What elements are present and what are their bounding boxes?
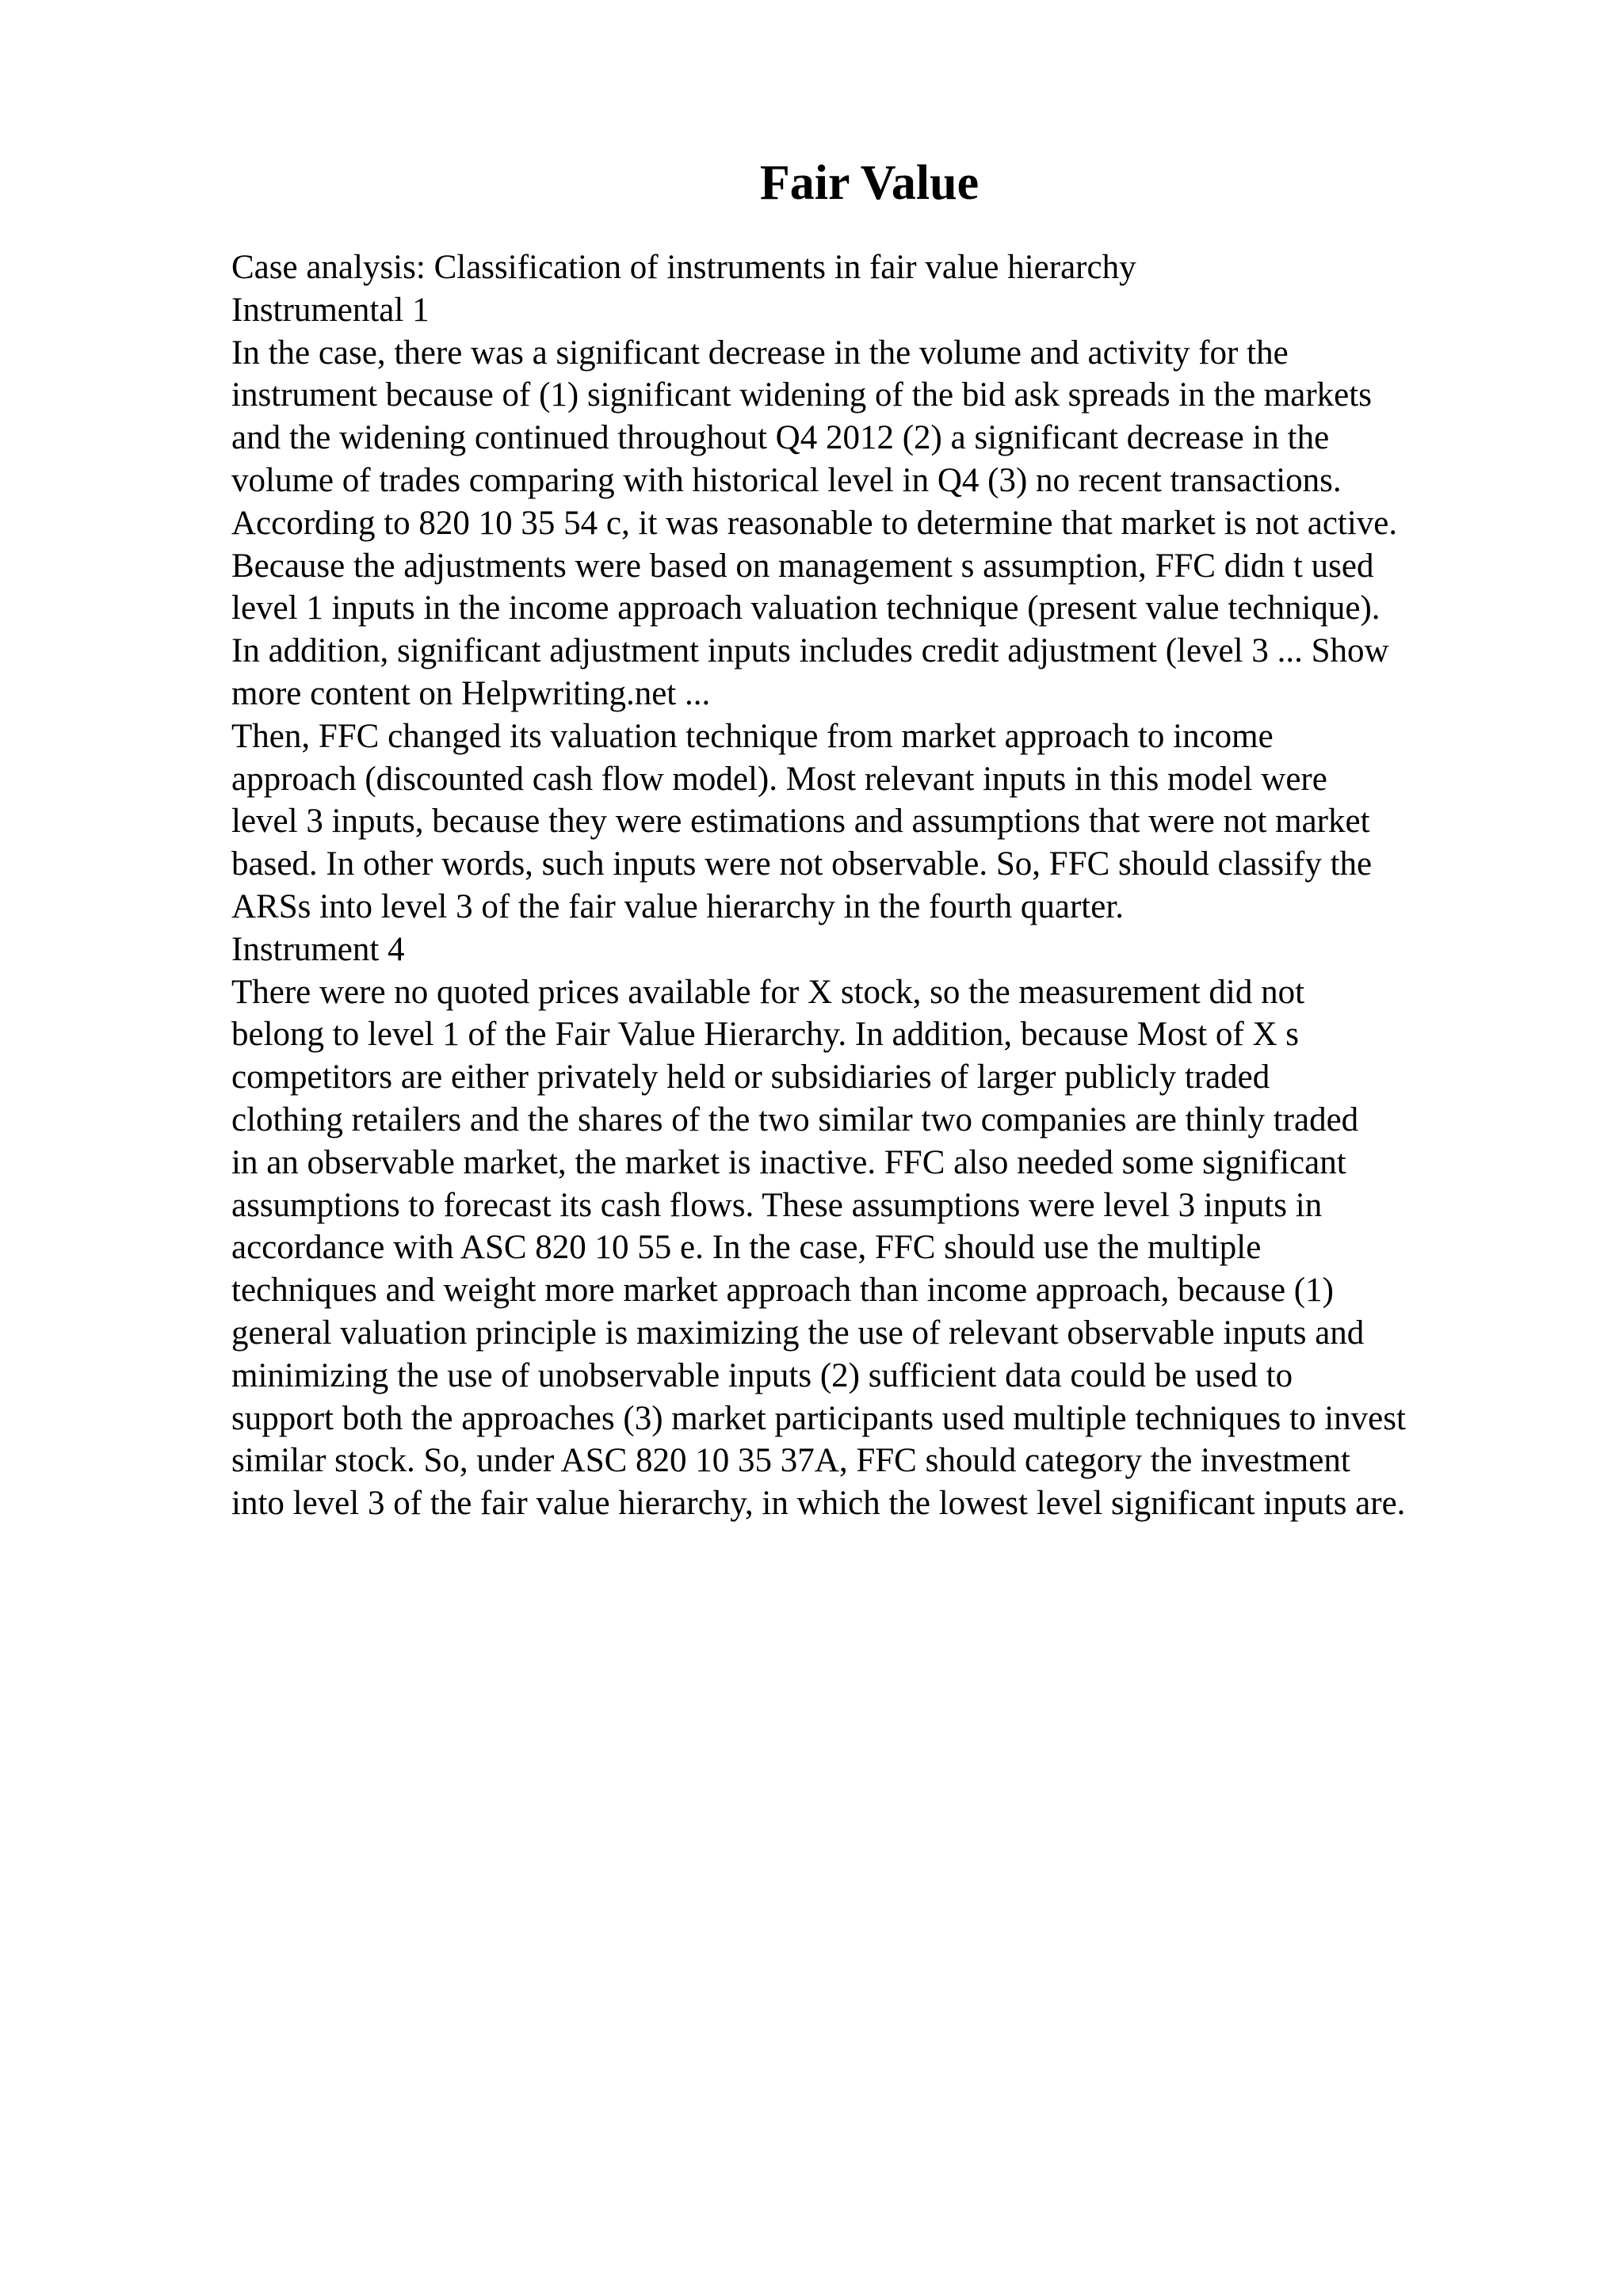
text-line: volume of trades comparing with historical level in Q4 (3) no recent transactions. xyxy=(231,461,1342,499)
text-line: In addition, significant adjustment inputs includes credit adjustment (level 3 ... Show xyxy=(231,632,1389,670)
text-line: belong to level 1 of the Fair Value Hierarchy. In addition, because Most of X s xyxy=(231,1016,1299,1054)
text-line: Case analysis: Classification of instruments in fair value hierarchy xyxy=(231,249,1136,286)
text-line: general valuation principle is maximizing the use of relevant observable inputs and xyxy=(231,1314,1365,1352)
text-line: approach (discounted cash flow model). Most relevant inputs in this model were xyxy=(231,760,1327,798)
text-line: more content on Helpwriting.net ... xyxy=(231,674,711,712)
text-line: similar stock. So, under ASC 820 10 35 37A, FFC should category the investment xyxy=(231,1442,1350,1480)
text-line: support both the approaches (3) market participants used multiple techniques to invest xyxy=(231,1399,1406,1437)
text-line: Instrumental 1 xyxy=(231,291,430,329)
text-line: Instrument 4 xyxy=(231,930,405,968)
text-line: competitors are either privately held or subsidiaries of larger publicly traded xyxy=(231,1058,1270,1097)
text-line: based. In other words, such inputs were not observable. So, FFC should classify the xyxy=(231,845,1373,883)
text-line: into level 3 of the fair value hierarchy, in which the lowest level significant inputs are. xyxy=(231,1485,1406,1523)
text-line: According to 820 10 35 54 c, it was reasonable to determine that market is not active. xyxy=(231,504,1398,542)
text-line: techniques and weight more market approach than income approach, because (1) xyxy=(231,1272,1334,1310)
text-line: In the case, there was a significant decrease in the volume and activity for the xyxy=(231,334,1289,372)
text-line: minimizing the use of unobservable inputs (2) sufficient data could be used to xyxy=(231,1356,1293,1394)
text-line: and the widening continued throughout Q4 2012 (2) a significant decrease in the xyxy=(231,419,1330,457)
text-line: instrument because of (1) significant widening of the bid ask spreads in the markets xyxy=(231,376,1372,414)
text-line: level 1 inputs in the income approach valuation technique (present value technique). xyxy=(231,589,1381,627)
document-body xyxy=(231,246,1594,1525)
text-line: ARSs into level 3 of the fair value hierarchy in the fourth quarter. xyxy=(231,887,1125,925)
text-line: in an observable market, the market is inactive. FFC also needed some significant xyxy=(231,1143,1346,1181)
text-line: Then, FFC changed its valuation technique from market approach to income xyxy=(231,717,1274,755)
text-line: Because the adjustments were based on management s assumption, FFC didn t used xyxy=(231,547,1374,585)
text-line: clothing retailers and the shares of the two similar two companies are thinly traded xyxy=(231,1100,1359,1138)
text-line: accordance with ASC 820 10 55 e. In the case, FFC should use the multiple xyxy=(231,1229,1262,1267)
document-title: Fair Value xyxy=(759,156,980,210)
text-line: level 3 inputs, because they were estimations and assumptions that were not market xyxy=(231,803,1370,841)
text-line: assumptions to forecast its cash flows. These assumptions were level 3 inputs in xyxy=(231,1186,1323,1224)
text-line: There were no quoted prices available for X stock, so the measurement did not xyxy=(231,973,1305,1011)
